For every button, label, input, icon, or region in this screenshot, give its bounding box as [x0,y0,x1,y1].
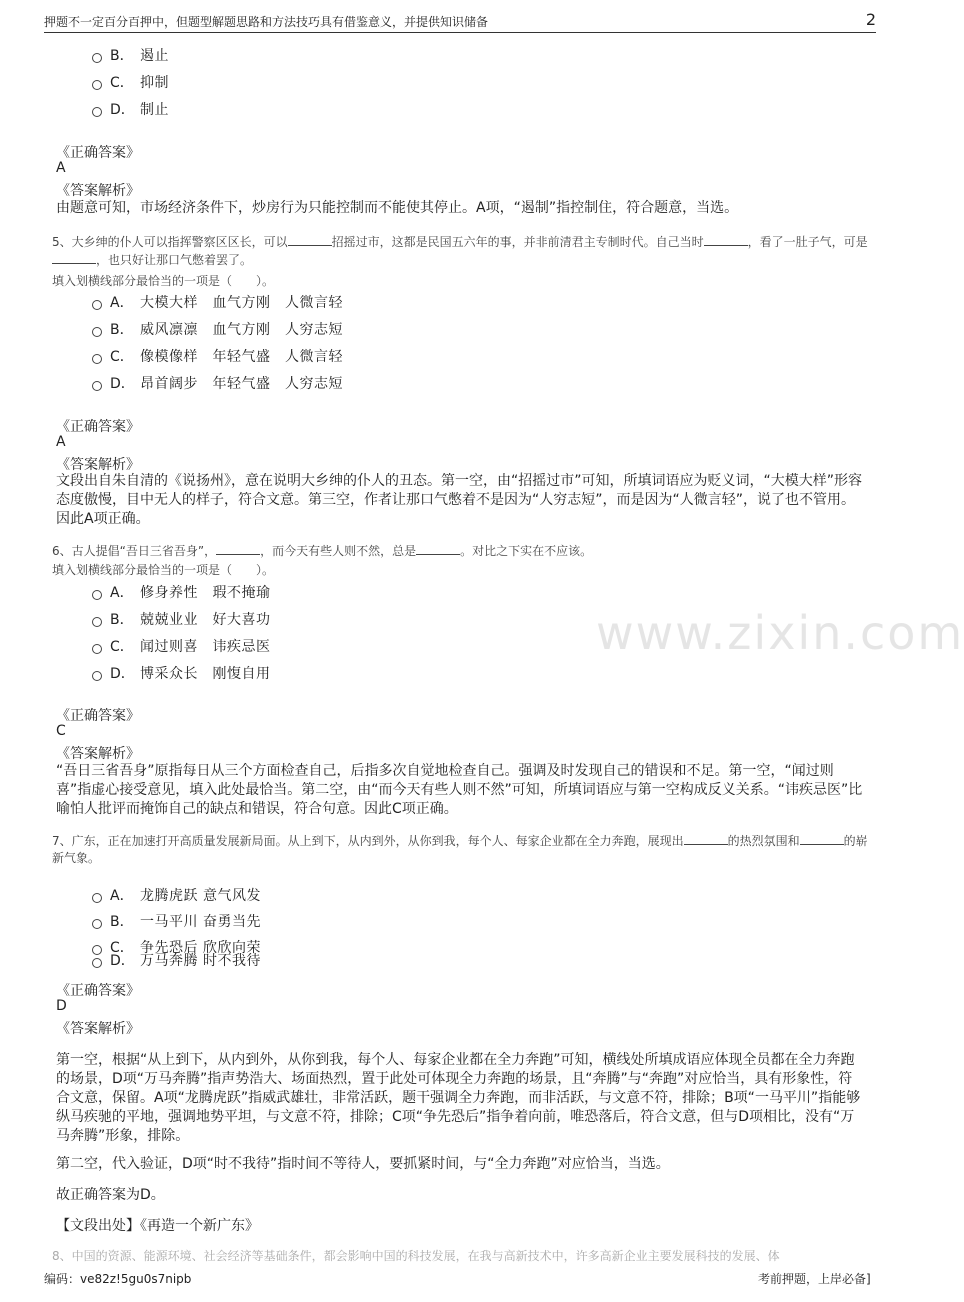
radio-icon[interactable] [92,327,102,337]
option-text: 昂首阔步 年轻气盛 人穷志短 [140,376,343,392]
cutoff-text: 8、中国的资源、能源环境、社会经济等基础条件，都会影响中国的科技发展，在我与高新技术中，许多高新企业主要发展科技的发展、体 [52,1249,780,1263]
radio-icon[interactable] [92,893,102,903]
radio-icon[interactable] [92,381,102,391]
q6-option-c[interactable] [92,636,271,656]
option-letter: C． [110,349,134,365]
radio-icon[interactable] [92,671,102,681]
q7-stem-part1: 7、广东，正在加速打开高质量发展新局面。从上到下，从内到外，从你到我，每个人、每家企业都在全力奔跑，展现出 [52,834,684,848]
option-text: 万马奔腾 时不我待 [140,953,261,969]
q6-stem-part3: 。对比之下实在不应该。 [460,544,593,558]
fill-blank [704,233,748,246]
q6-option-a[interactable] [92,582,271,602]
option-letter: A． [110,585,134,601]
q7-option-a[interactable] [92,885,261,905]
q7-stem-part2: 的热烈氛围和 [727,834,800,848]
option-letter: C． [110,75,134,91]
option-letter: B． [110,48,134,64]
option-letter: D． [110,376,135,392]
option-letter: C． [110,940,134,956]
q5-analysis: 文段出自朱自清的《说扬州》，意在说明大乡绅的仆人的丑态。第一空，由“招摇过市”可知，所填词语应为贬义词，“大模大样”形容态度傲慢，目中无人的样子，符合文意。第三空，作者让那口气憋着不是因为“人穷志短”，而是因为“人微言轻”，说了也不管用。因此A项正确。 [56,473,863,527]
radio-icon[interactable] [92,617,102,627]
option-letter: C． [110,639,134,655]
next-question-cutoff [52,1249,872,1264]
q5-stem-part4: ，也只好让那口气憋着罢了。 [96,253,253,267]
radio-icon[interactable] [92,590,102,600]
radio-icon[interactable] [92,644,102,654]
fill-blank [288,233,332,246]
q5-analysis-label: 《答案解析》 [56,457,140,473]
fill-blank [800,832,844,845]
radio-icon[interactable] [92,53,102,63]
watermark: www.zixin.com [596,606,964,660]
q5-option-a[interactable] [92,292,343,312]
q5-stem [52,233,872,269]
option-letter: D． [110,953,135,969]
option-letter: B． [110,322,134,338]
option-text: 博采众长 刚愎自用 [140,666,271,682]
q4-option-c[interactable] [92,72,169,92]
q7-source: 【文段出处】《再造一个新广东》 [56,1218,259,1234]
q4-option-d[interactable] [92,99,169,119]
q6-option-b[interactable] [92,609,271,629]
q6-option-d[interactable] [92,663,271,683]
page-number: 2 [865,10,876,29]
option-letter: A． [110,888,134,904]
q5-stem-part2: 招摇过市，这都是民国五六年的事，并非前清君主专制时代。自己当时 [331,235,704,249]
fill-blank [684,832,728,845]
radio-icon[interactable] [92,919,102,929]
option-text: 争先恐后 欣欣向荣 [140,940,261,956]
q7-analysis-paragraph-1: 第一空，根据“从上到下，从内到外，从你到我，每个人、每家企业都在全力奔跑”可知，横线处所填成语应体现全员都在全力奔跑的场景，D项“万马奔腾”指声势浩大、场面热烈，置于此处可体现全力奔跑的场景，且“奔腾”与“奔跑”对应恰当，具有形象性，符合文意，保留。A项“龙腾虎跃”指威武雄壮，非常活跃，题干强调全力奔跑，而非活跃，与文意不符，排除；B项“一马平川”指能够纵马疾驰的平地，强调地势平坦，与文意不符，排除；C项“争先恐后”指争着向前，唯恐落后，符合文意，但与D项相比，没有“万马奔腾”形象，排除。 [56,1052,861,1144]
radio-icon[interactable] [92,300,102,310]
option-letter: B． [110,612,134,628]
q6-stem [52,542,872,560]
header-text: 押题不一定百分百押中，但题型解题思路和方法技巧具有借鉴意义，并提供知识储备 [44,15,489,29]
q6-answer-label: 《正确答案》 [56,708,140,724]
fill-blank [52,251,96,264]
option-text: 一马平川 奋勇当先 [140,914,261,930]
q7-analysis-label: 《答案解析》 [56,1021,140,1037]
q5-option-c[interactable] [92,346,343,366]
q4-answer-label: 《正确答案》 [56,145,140,161]
q7-analysis-paragraph-2: 第二空，代入验证，D项“时不我待”指时间不等待人，要抓紧时间，与“全力奔跑”对应恰当，当选。 [56,1156,670,1172]
radio-icon[interactable] [92,80,102,90]
q7-option-d[interactable] [92,950,261,970]
q6-stem-part1: 6、古人提倡“吾日三省吾身”， [52,544,217,558]
q4-analysis: 由题意可知，市场经济条件下，炒房行为只能控制而不能使其停止。A项，“遏制”指控制住，符合题意，当选。 [56,200,739,216]
q5-answer-label: 《正确答案》 [56,419,140,435]
option-text: 遏止 [140,48,169,64]
q6-analysis-label: 《答案解析》 [56,746,140,762]
footer-slogan: 考前押题，上岸必备] [758,1272,871,1286]
option-text: 威风凛凛 血气方刚 人穷志短 [140,322,343,338]
radio-icon[interactable] [92,354,102,364]
q5-prompt: 填入划横线部分最恰当的一项是（ ）。 [52,274,275,288]
option-text: 抑制 [140,75,169,91]
q7-option-b[interactable] [92,911,261,931]
radio-icon[interactable] [92,107,102,117]
footer-code: 编码：ve82z!5gu0s7nipb [44,1272,192,1286]
q5-stem-part3: ，看了一肚子气，可是 [747,235,868,249]
fill-blank [416,542,460,555]
q7-answer-label: 《正确答案》 [56,983,140,999]
q7-analysis-paragraph-3: 故正确答案为D。 [56,1187,165,1203]
q4-answer: A [56,160,66,176]
q4-option-b[interactable] [92,45,169,65]
fill-blank [216,542,260,555]
q5-stem-part1: 5、大乡绅的仆人可以指挥警察区区长，可以 [52,235,288,249]
option-letter: D． [110,102,135,118]
option-letter: A． [110,295,134,311]
q6-prompt: 填入划横线部分最恰当的一项是（ ）。 [52,563,275,577]
option-text: 大模大样 血气方刚 人微言轻 [140,295,343,311]
q6-stem-part2: ，而今天有些人则不然，总是 [260,544,417,558]
option-text: 兢兢业业 好大喜功 [140,612,271,628]
q5-option-d[interactable] [92,373,343,393]
page-header [44,10,876,33]
q7-stem-part3: 的崭新气象。 [52,834,868,865]
q7-stem [52,832,872,867]
option-letter: D． [110,666,135,682]
q5-option-b[interactable] [92,319,343,339]
radio-icon[interactable] [92,958,102,968]
q6-analysis: “吾日三省吾身”原指每日从三个方面检查自己，后指多次自觉地检查自己。强调及时发现自己的错误和不足。第一空，“闻过则喜”指虚心接受意见，填入此处最恰当。第二空，由“而今天有些人则不然”可知，所填词语应与第一空构成反义关系。“讳疾忌医”比喻怕人批评而掩饰自己的缺点和错误，符合句意。因此C项正确。 [56,763,863,817]
q7-answer: D [56,998,67,1014]
q5-answer: A [56,434,66,450]
q4-analysis-label: 《答案解析》 [56,183,140,199]
option-text: 制止 [140,102,169,118]
q6-answer: C [56,723,66,739]
option-text: 修身养性 瑕不掩瑜 [140,585,271,601]
option-text: 像模像样 年轻气盛 人微言轻 [140,349,343,365]
option-text: 闻过则喜 讳疾忌医 [140,639,271,655]
option-text: 龙腾虎跃 意气风发 [140,888,261,904]
option-letter: B． [110,914,134,930]
